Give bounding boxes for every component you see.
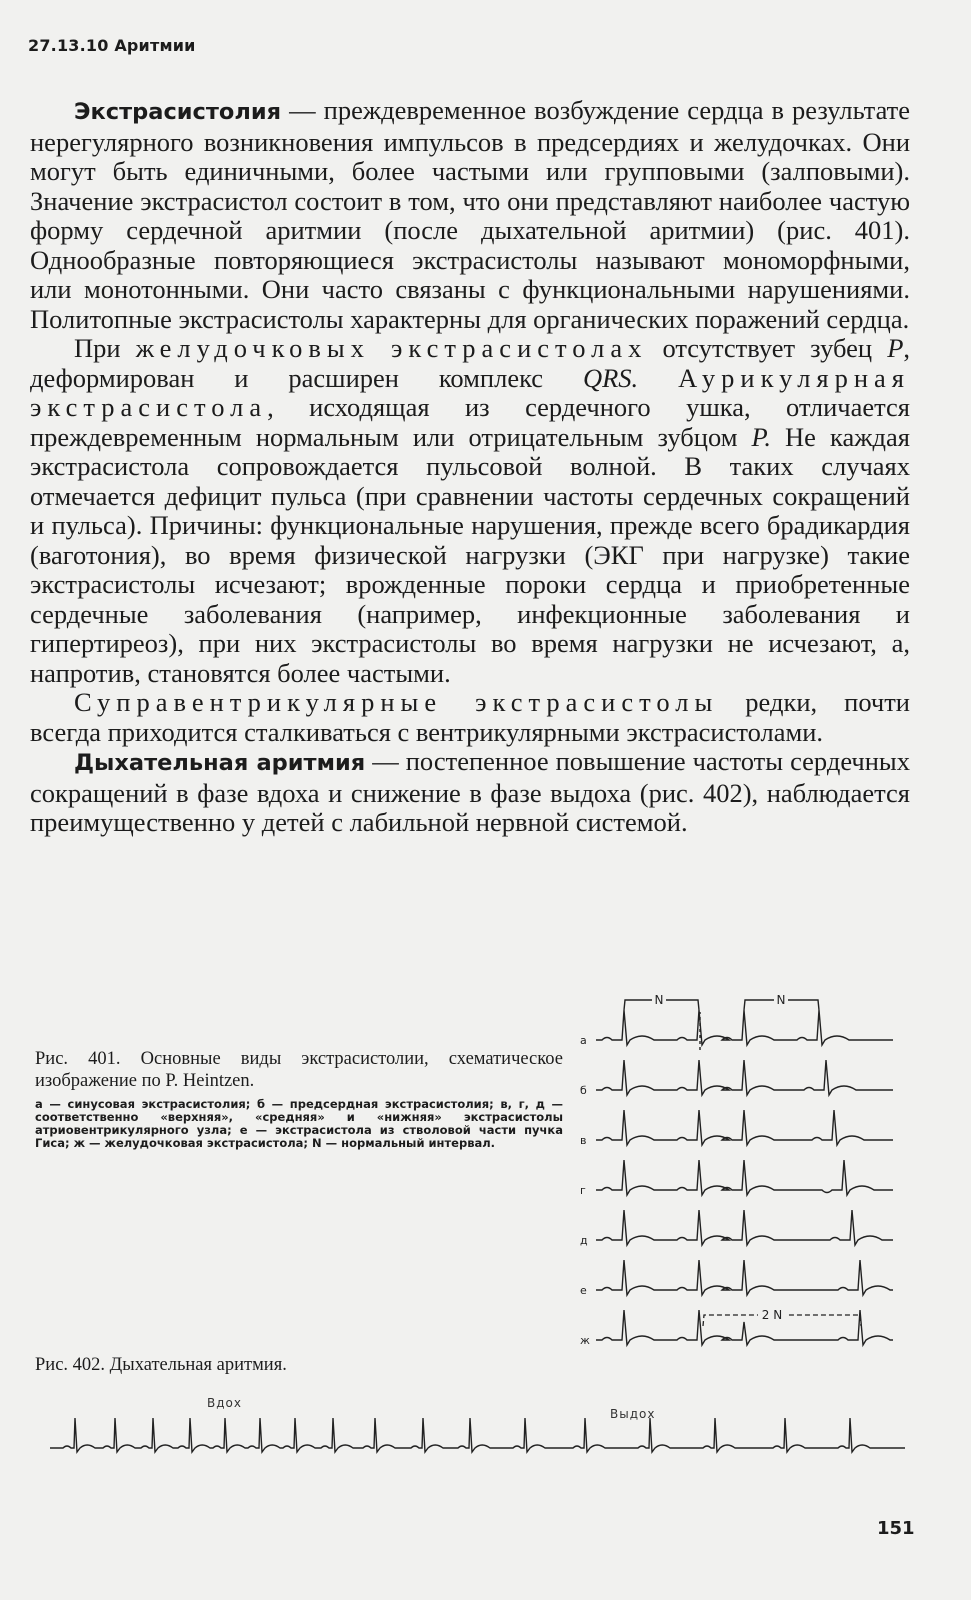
paragraph-respiratory: Дыхательная аритмия — постепенное повышение частоты сердечных сокращений в фазе вдоха и снижение в фазе выдоха (рис. 402), наблюдается преимущественно у детей с лабильной нервной системой.: [30, 746, 910, 837]
ecg-row-trace: [596, 1210, 893, 1245]
figure-402-ecg-strip: [45, 1388, 915, 1488]
figure-401-caption: [35, 1048, 563, 1150]
paragraph-ventricular: При желудочковых экстрасистолах отсутствует зубец P, деформирован и расширен комплекс QRS. Аурикулярная экстрасистола, исходящая из сердечного ушка, отличается преждевременным нормальным или отрицательным зубцом P. Не каждая экстрасистола сопровождается пульсовой волной. В таких случаях отмечается дефицит пульса (при сравнении частоты сердечных сокращений и пульса). Причины: функциональные нарушения, прежде всего брадикардия (ваготония), во время физической нагрузки (ЭКГ при нагрузке) такие экстрасистолы исчезают; врожденные пороки сердца и приобретенные сердечные заболевания (например, инфекционные заболевания и гипертиреоз), при них экстрасистолы во время нагрузки не исчезают, а, напротив, становятся более частыми.: [30, 333, 910, 688]
ecg-row-trace: [596, 1060, 893, 1095]
interval-label-2n: [758, 1308, 786, 1322]
figure-401-caption-body: а — синусовая экстрасистолия; б — предсердная экстрасистолия; в, г, д — соответственно «верхняя», «средняя» и «нижняя» экстрасистолы атриовентрикулярного узла; е — экстрасистола из стволовой части пучка Гиса; ж — желудочковая экстрасистола; N — нормальный интервал.: [35, 1097, 563, 1150]
ecg-row-trace: [596, 1010, 893, 1045]
page-number: 151: [877, 1518, 915, 1539]
interval-marker-top: [624, 1000, 819, 1050]
label-inhale: Вдох: [207, 1396, 242, 1410]
interval-label-n-2: [774, 993, 788, 1007]
term-respiratory-arrhythmia: Дыхательная аритмия: [74, 750, 366, 776]
figure-401-ecg-diagram: [578, 990, 900, 1370]
svg-text:N: N: [654, 993, 664, 1007]
label-exhale: Выдох: [610, 1407, 656, 1421]
running-head: 27.13.10 Аритмии: [28, 36, 196, 55]
ecg-row-label: ж: [580, 1334, 590, 1347]
term-extrasystole: Экстрасистолия: [74, 99, 282, 125]
figure-402-caption: Рис. 402. Дыхательная аритмия.: [35, 1355, 287, 1375]
paragraph-supraventricular: Суправентрикулярные экстрасистолы редки, почти всегда приходится сталкиваться с вентрикулярными экстрасистолами.: [30, 687, 910, 747]
ecg-row-label: в: [580, 1134, 587, 1147]
ecg-row-label: г: [580, 1184, 586, 1197]
spaced-term-auricular: Аурикулярная экстрасистола: [30, 362, 910, 422]
paragraph-extrasystole: Экстрасистолия — преждевременное возбуждение сердца в результате нерегулярного возникновения импульсов в предсердиях и желудочках. Они могут быть единичными, более частыми или групповыми (залповыми). Значение экстрасистол состоит в том, что они представляют наиболее частую форму сердечной аритмии (после дыхательной аритмии) (рис. 401). Однообразные повторяющиеся экстрасистолы называют мономорфными, или монотонными. Они часто связаны с функциональными нарушениями. Политопные экстрасистолы характерны для органических поражений сердца.: [30, 95, 910, 334]
ecg-row-trace: [596, 1160, 893, 1195]
svg-text:2 N: 2 N: [761, 1308, 783, 1322]
figure-401-caption-title: Рис. 401. Основные виды экстрасистолии, схематическое изображение по P. Heintzen.: [35, 1049, 563, 1091]
spaced-term-ventricular: желудочковых экстрасистолах: [135, 333, 648, 363]
ecg-row-label: д: [580, 1234, 588, 1247]
ecg-row-label: б: [580, 1084, 587, 1097]
ecg-traces: [580, 1010, 893, 1347]
ecg-row-trace: [596, 1260, 893, 1295]
interval-label-n-1: [652, 993, 666, 1007]
ecg-row-trace: [596, 1110, 893, 1145]
body-text: [30, 96, 910, 838]
ecg-row-label: е: [580, 1284, 587, 1297]
respiratory-ecg-trace: [50, 1418, 905, 1452]
svg-text:N: N: [776, 993, 786, 1007]
spaced-term-supraventricular: Суправентрикулярные экстрасистолы: [74, 687, 719, 717]
ecg-row-label: а: [580, 1034, 587, 1047]
